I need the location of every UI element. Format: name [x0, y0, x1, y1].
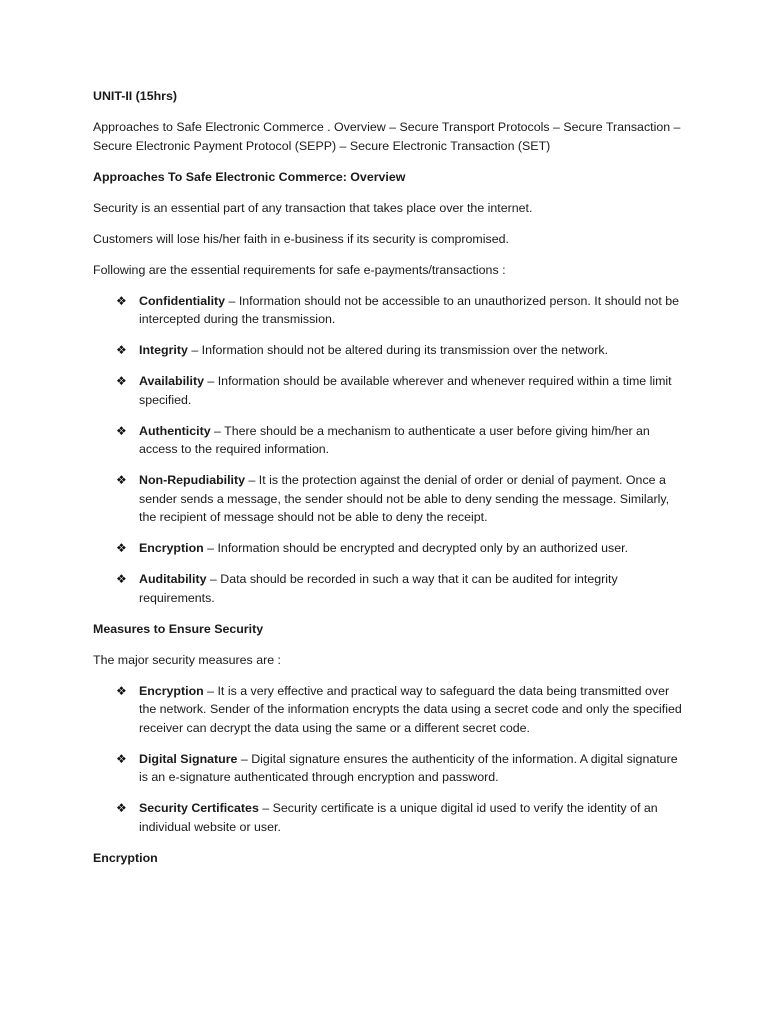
- diamond-bullet-icon: ❖: [116, 473, 127, 487]
- requirement-term: Confidentiality: [139, 293, 226, 308]
- requirement-term: Auditability: [139, 572, 207, 586]
- paragraph-measures-intro: The major security measures are :: [93, 652, 281, 667]
- intro-paragraph: Approaches to Safe Electronic Commerce . Overview – Secure Transport Protocols – Secure Transaction – Secure Electronic Payment Protocol (SEPP) – Secure Electronic Transaction (SET): [93, 120, 681, 153]
- measure-description: – Digital signature ensures the authenticity of the information. A digital signature is an e-signature authenticated through encryption and password.: [139, 751, 678, 784]
- diamond-bullet-icon: ❖: [116, 751, 127, 766]
- diamond-bullet-icon: ❖: [116, 572, 127, 586]
- requirement-item-encryption: [93, 539, 683, 558]
- requirement-description: – There should be a mechanism to authenticate a user before giving him/her an access to the required information.: [139, 423, 650, 456]
- diamond-bullet-icon: ❖: [116, 293, 127, 308]
- requirement-term: Availability: [139, 374, 204, 388]
- diamond-bullet-icon: ❖: [116, 343, 127, 357]
- requirement-term: Non-Repudiability: [139, 473, 246, 487]
- section-heading-approaches: Approaches To Safe Electronic Commerce: Overview: [93, 169, 406, 184]
- measure-description: – Security certificate is a unique digital id used to verify the identity of an individual website or user.: [139, 801, 658, 834]
- measure-term: Encryption: [139, 683, 204, 698]
- requirement-description: – Information should be encrypted and decrypted only by an authorized user.: [203, 541, 629, 555]
- diamond-bullet-icon: ❖: [116, 541, 127, 555]
- measures-list: [93, 682, 683, 837]
- measure-term: Digital Signature: [139, 751, 238, 766]
- requirement-description: – Information should be available wherever and whenever required within a time limit specified.: [139, 374, 672, 407]
- requirement-description: – Data should be recorded in such a way that it can be audited for integrity requirements.: [139, 572, 618, 605]
- requirement-item-non-repudiability: [93, 471, 683, 527]
- requirement-term: Integrity: [139, 343, 188, 357]
- requirement-term: Authenticity: [139, 423, 211, 438]
- requirements-list: [93, 292, 683, 608]
- requirement-item-auditability: [93, 570, 683, 607]
- measure-item-digital-signature: [93, 750, 683, 787]
- requirement-item-authenticity: [93, 422, 683, 459]
- paragraph-requirements-intro: Following are the essential requirements for safe e-payments/transactions :: [93, 262, 506, 277]
- requirement-term: Encryption: [139, 541, 204, 555]
- requirement-description: – It is the protection against the denial of order or denial of payment. Once a sender sends a message, the sender should not be able to deny sending the message. Similarly, the recipient of message should not be able to deny the receipt.: [139, 473, 670, 524]
- measure-item-security-certificates: [93, 799, 683, 836]
- section-heading-encryption: Encryption: [93, 850, 158, 865]
- requirement-item-confidentiality: [93, 292, 683, 329]
- section-heading-measures: Measures to Ensure Security: [93, 621, 264, 636]
- requirement-item-availability: [93, 372, 683, 409]
- measure-term: Security Certificates: [139, 801, 259, 815]
- measure-description: – It is a very effective and practical way to safeguard the data being transmitted over the network. Sender of the information encrypts the data using a secret code and only the specified receiver can decrypt the data using the same or a different secret code.: [139, 683, 682, 735]
- requirement-description: – Information should not be accessible to an unauthorized person. It should not be intercepted during the transmission.: [139, 293, 679, 326]
- measure-item-encryption: [93, 682, 683, 738]
- diamond-bullet-icon: ❖: [116, 801, 127, 815]
- diamond-bullet-icon: ❖: [116, 683, 127, 698]
- paragraph-security-essential: Security is an essential part of any transaction that takes place over the internet.: [93, 200, 533, 215]
- paragraph-customer-faith: Customers will lose his/her faith in e-business if its security is compromised.: [93, 231, 509, 246]
- diamond-bullet-icon: ❖: [116, 423, 127, 438]
- requirement-description: – Information should not be altered during its transmission over the network.: [187, 343, 609, 357]
- document-content: [93, 87, 683, 880]
- diamond-bullet-icon: ❖: [116, 374, 127, 388]
- unit-heading: UNIT-II (15hrs): [93, 89, 177, 103]
- requirement-item-integrity: [93, 341, 683, 360]
